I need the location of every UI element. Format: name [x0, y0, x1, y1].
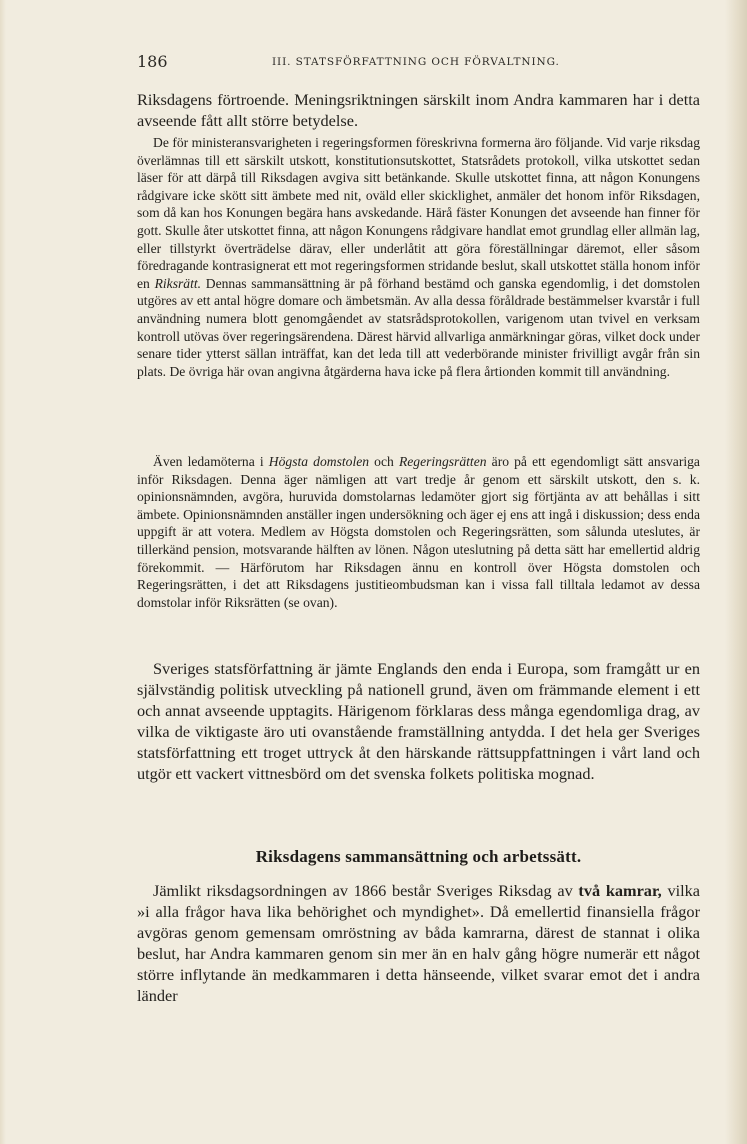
page-header	[137, 52, 700, 74]
text-span: Även ledamöterna i	[153, 454, 269, 469]
paragraph-statsforfattning: Sveriges statsförfattning är jämte Englands den enda i Europa, som framgått ur en självständig politisk utveckling på nationell grund, även om främmande element i ett och annat avseende upptagits. Härigenom förklaras dess många egendomliga drag, av vilka de viktigaste äro uti ovanstående framställning antydda. I det hela ger Sveriges statsförfattning ett troget uttryck åt den härskande rättsuppfattningen i vårt land och utgör ett vackert vittnesbörd om det svenska folkets politiska mognad.	[137, 659, 700, 783]
text-span: Dennas sammansättning är på förhand bestämd och ganska egendomlig, i det domstolen utgöres av ett antal högre domare och ämbetsmän. Av alla dessa föråldrade bestämmelser kvarstår i full användning numera blott genomgåendet av statsrådsprotokollen, varigenom utan tvivel en verksam kontroll utövas över regeringsärendena. Därest härvid allvarliga anmärkningar göras, vilket dock under senare tider ytterst sällan inträffat, kan det leda till att vederbörande minister frivilligt avgår från sin plats. De övriga här ovan angivna åtgärderna hava icke på flera årtionden kommit till användning.	[137, 275, 700, 379]
text-span: Jämlikt riksdagsordningen av 1866 består Sveriges Riksdag av	[153, 881, 579, 900]
section-heading: Riksdagens sammansättning och arbetssätt.	[255, 847, 582, 866]
running-head: III. STATSFÖRFATTNING OCH FÖRVALTNING.	[272, 56, 560, 68]
page-number: 186	[137, 52, 168, 71]
text-span: De för ministeransvarigheten i regeringsformen föreskrivna formerna äro följande. Vid varje riksdag överlämnas till ett särskilt utskott, konstitutionsutskottet, Statsrådets protokoll, vilka utskottet sedan läser för att därpå till Riksdagen avgiva sitt betänkande. Skulle utskottet finna, att någon Konungens rådgivare icke skött sitt ämbete med nit, oväld eller skicklighet, anmäler det honom inför Riksdagen, som då kan hos Konungen begära hans avskedande. Härå fäster Konungen det avseende han finner för gott. Skulle åter utskottet finna, att någon Konungens rådgivare handlat emot grundlag eller allmän lag, eller tillstyrkt överträdelse därav, eller underlåtit att göra föreställningar däremot, eller såsom föredragande kontrasignerat ett mot regeringsformen stridande beslut, skall utskottet ställa honom inför en	[137, 135, 700, 291]
text-span: vilka »i alla frågor hava lika behörighet och myndighet». Då emellertid finansiella frågor avgöras genom gemensam omröstning av båda kamrarna, därest de stannat i olika beslut, har Andra kammaren genom sin mer än en halv gång högre numerär ett något större inflytande än medkammaren i detta hänseende, vilket svarar emot det i andra länder	[137, 881, 701, 1005]
text-span: och	[369, 454, 399, 469]
paragraph-riksdagsordningen	[137, 880, 700, 1006]
paragraph-intro: Riksdagens förtroende. Meningsriktningen särskilt inom Andra kammaren har i detta avseende fått allt större betydelse.	[137, 90, 700, 130]
page-left-edge	[0, 0, 6, 1144]
paragraph-domstolar	[137, 453, 700, 611]
paragraph-ministeransvarighet	[137, 134, 700, 380]
term-hogsta-domstolen: Högsta domstolen	[268, 454, 370, 469]
term-riksratt: Riksrätt.	[154, 275, 202, 291]
text-span: äro på ett egendomligt sätt ansvariga inför Riksdagen. Denna äger nämligen att vart tredje år genom ett särskilt utskott, den s. k. opinionsnämnden, avgöra, huruvida domstolarnas ledamöter gjort sig förtjänta av att behållas i sitt ämbete. Opinionsnämnden anställer ingen undersökning och äger ej ens att ingå i diskussion; dess enda uppgift är att votera. Medlem av Högsta domstolen och Regeringsrätten, som sålunda uteslutes, är tillerkänd pension, motsvarande hälften av lönen. Någon uteslutning på detta sätt har emellertid aldrig förekommit. — Härförutom har Riksdagen ännu en kontroll över Högsta domstolen och Regeringsrätten, i det att Riksdagens justitieombudsman kan i vissa fall tilltala ledamot av dessa domstolar inför Riksrätten (se ovan).	[137, 454, 700, 610]
term-regeringsratten: Regeringsrätten	[398, 454, 487, 469]
term-tva-kamrar: två kamrar,	[578, 881, 662, 900]
page-right-edge	[725, 0, 747, 1144]
